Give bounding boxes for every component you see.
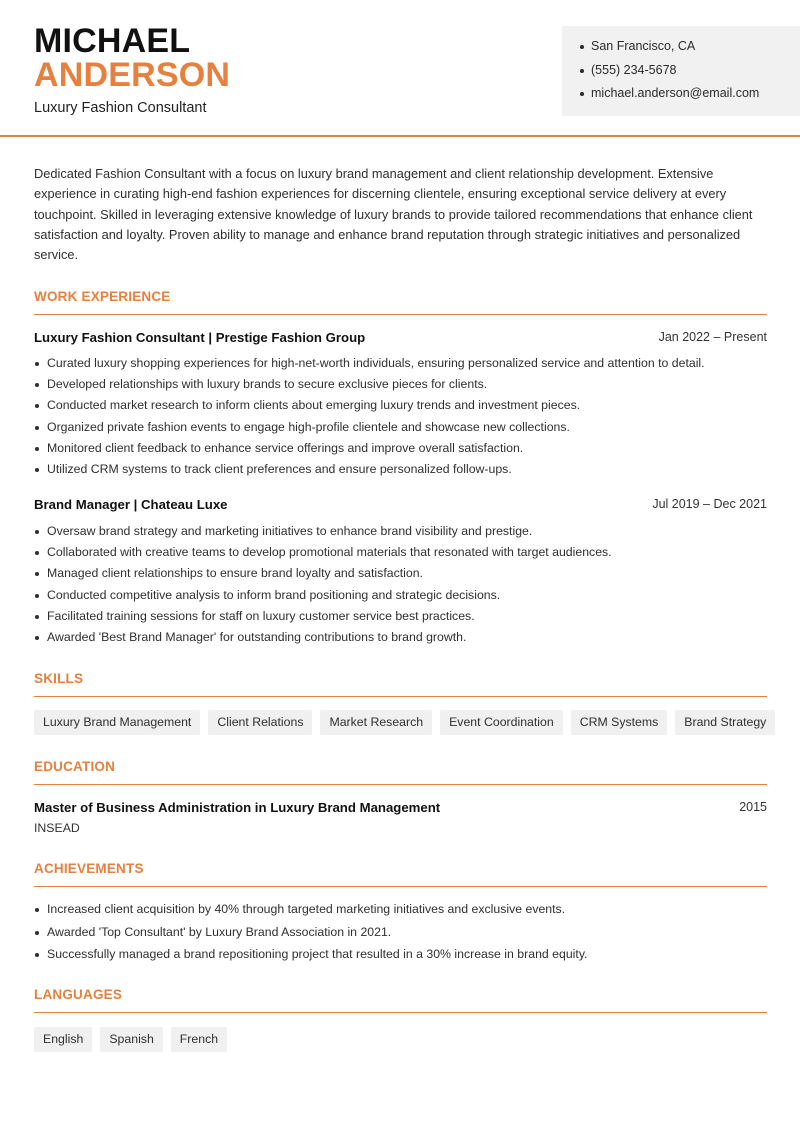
section-title-languages: LANGUAGES — [34, 987, 767, 1013]
resume-header — [0, 0, 800, 137]
list-item: Conducted competitive analysis to inform brand positioning and strategic decisions. — [34, 587, 767, 608]
summary-text: Dedicated Fashion Consultant with a focus on luxury brand management and client relationship development. Extensive experience in curating high-end fashion experiences for discerning clientele, ensuring exceptional service delivery at every touchpoint. Skilled in leveraging extensive knowledge of luxury brands to provide tailored recommendations that enhance client satisfaction and loyalty. Proven ability to manage and enhance brand reputation through strategic initiatives and personalized service. — [34, 166, 753, 263]
list-item: Awarded 'Best Brand Manager' for outstanding contributions to brand growth. — [34, 629, 767, 650]
language-chip: English — [34, 1027, 92, 1052]
job-dates: Jan 2022 – Present — [658, 330, 767, 344]
list-item: Conducted market research to inform clients about emerging luxury trends and investment pieces. — [34, 397, 767, 418]
skill-chip: CRM Systems — [571, 710, 668, 735]
list-item: Increased client acquisition by 40% through targeted marketing initiatives and exclusive events. — [34, 901, 767, 924]
list-item: Oversaw brand strategy and marketing initiatives to enhance brand visibility and prestige. — [34, 523, 767, 544]
skill-chip: Event Coordination — [440, 710, 563, 735]
list-item: Facilitated training sessions for staff on luxury customer service best practices. — [34, 608, 767, 629]
section-title-education: EDUCATION — [34, 759, 767, 785]
job-role: Brand Manager | Chateau Luxe — [34, 497, 228, 512]
first-name: MICHAEL — [34, 22, 191, 60]
job-header — [34, 330, 767, 345]
skill-chip: Market Research — [320, 710, 432, 735]
list-item: Developed relationships with luxury brands to secure exclusive pieces for clients. — [34, 376, 767, 397]
job-header — [34, 497, 767, 512]
section-title-skills: SKILLS — [34, 671, 767, 697]
language-chip: French — [171, 1027, 227, 1052]
list-item: Awarded 'Top Consultant' by Luxury Brand Association in 2021. — [34, 924, 767, 947]
skill-chip: Client Relations — [208, 710, 312, 735]
education-header — [34, 800, 767, 815]
list-item: Organized private fashion events to engage high-profile clientele and showcase new collections. — [34, 419, 767, 440]
list-item: Curated luxury shopping experiences for high-net-worth individuals, ensuring personalized service and attention to detail. — [34, 355, 767, 376]
list-item: Collaborated with creative teams to develop promotional materials that resonated with target audiences. — [34, 544, 767, 565]
job-bullets — [34, 523, 767, 650]
contact-email: michael.anderson@email.com — [580, 85, 800, 109]
job-dates: Jul 2019 – Dec 2021 — [652, 497, 767, 511]
contact-location: San Francisco, CA — [580, 38, 800, 62]
section-title-achievements: ACHIEVEMENTS — [34, 861, 767, 887]
job-role: Luxury Fashion Consultant | Prestige Fashion Group — [34, 330, 366, 345]
contact-phone: (555) 234-5678 — [580, 62, 800, 86]
job-title: Luxury Fashion Consultant — [34, 100, 207, 116]
section-title-work: WORK EXPERIENCE — [34, 289, 767, 315]
list-item: Monitored client feedback to enhance service offerings and improve overall satisfaction. — [34, 440, 767, 461]
skill-chip: Luxury Brand Management — [34, 710, 200, 735]
achievements-list — [34, 901, 767, 969]
skills-list — [34, 710, 775, 735]
degree: Master of Business Administration in Luxury Brand Management — [34, 800, 441, 815]
skill-chip: Brand Strategy — [675, 710, 775, 735]
language-chip: Spanish — [100, 1027, 162, 1052]
school-name: INSEAD — [34, 821, 80, 835]
job-bullets — [34, 355, 767, 482]
languages-list — [34, 1027, 227, 1052]
list-item: Utilized CRM systems to track client preferences and ensure personalized follow-ups. — [34, 461, 767, 482]
contact-box — [562, 26, 800, 116]
graduation-year: 2015 — [739, 800, 767, 814]
last-name: ANDERSON — [34, 56, 231, 94]
list-item: Successfully managed a brand repositioning project that resulted in a 30% increase in brand equity. — [34, 946, 767, 969]
list-item: Managed client relationships to ensure brand loyalty and satisfaction. — [34, 565, 767, 586]
